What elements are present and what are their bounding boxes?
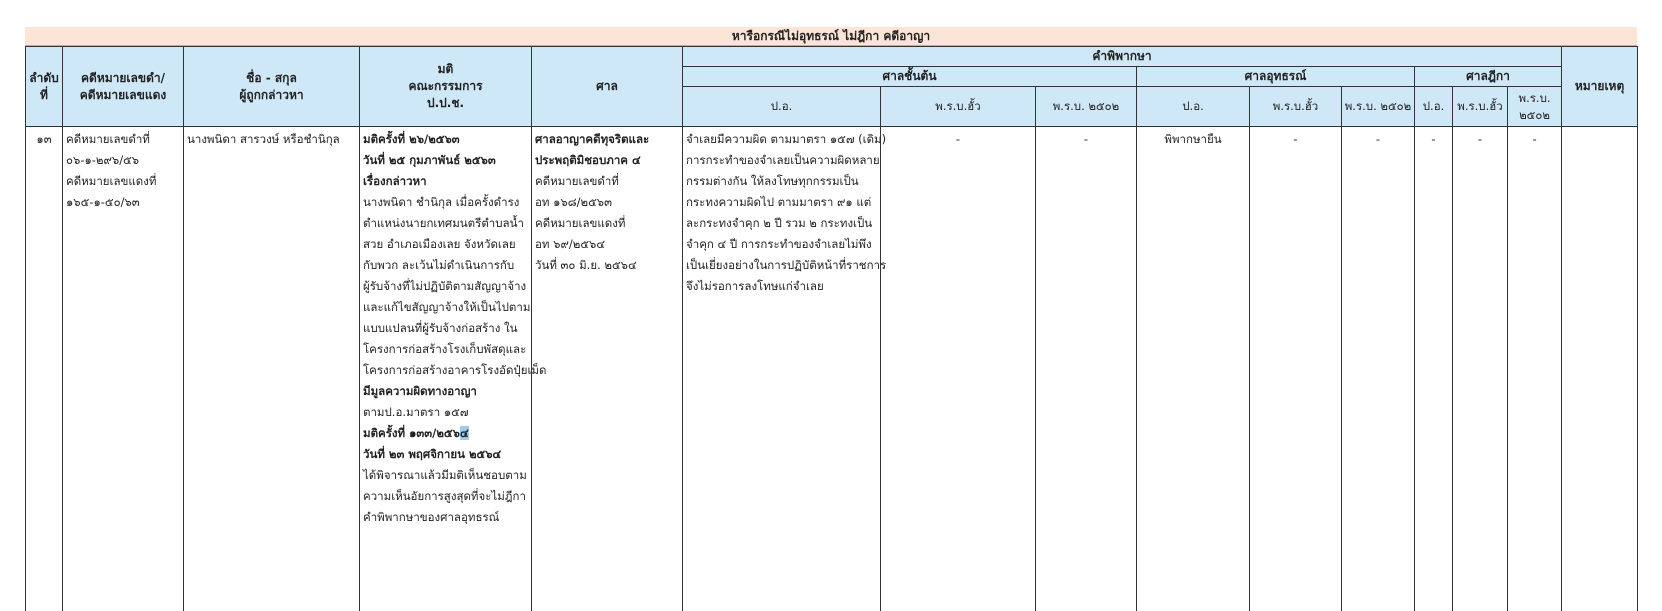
header-name: ชื่อ - สกุล ผู้ถูกกล่าวหา [184,47,360,127]
cell-supreme-prb-2502[interactable]: - [1508,127,1562,611]
cell-first-po[interactable]: จำเลยมีความผิด ตามมาตรา ๑๕๗ (เดิม) การกระทำของจำเลยเป็นความผิดหลาย กรรมต่างกัน ให้ลงโทษทุกกรรมเป็น กระทงความผิดไป ตามมาตรา ๙๑ แต่ ละกระทงจำคุก ๒ ปี รวม ๒ กระทงเป็น จำคุก ๔ ปี การกระทำของจำเลยไม่พึง เป็นเยี่ยงอย่างในการปฏิบัติหน้าที่ราชการ จึงไม่รอการลงโทษแก่จำเลย [683,127,881,611]
table-row [26,127,1638,611]
cases-table [25,46,1638,611]
cell-first-prb-sub[interactable]: - [881,127,1036,611]
cell-supreme-po[interactable]: - [1415,127,1453,611]
cell-appeal-po[interactable]: พิพากษายืน [1137,127,1250,611]
header-supreme-prb-2502: พ.ร.บ. ๒๕๐๒ [1508,87,1562,127]
header-resolution: มติ คณะกรรมการ ป.ป.ช. [360,47,532,127]
header-appeal-prb-2502: พ.ร.บ. ๒๕๐๒ [1342,87,1415,127]
cell-supreme-prb-sub[interactable]: - [1453,127,1508,611]
cell-appeal-prb-sub[interactable]: - [1250,127,1342,611]
header-court-appeal: ศาลอุทธรณ์ [1137,67,1415,87]
header-first-po: ป.อ. [683,87,881,127]
header-case-no: คดีหมายเลขดำ/ คดีหมายเลขแดง [63,47,184,127]
header-first-prb-sub: พ.ร.บ.ฮั้ว [881,87,1036,127]
text-selection-highlight: ๔ [460,426,469,440]
header-appeal-prb-sub: พ.ร.บ.ฮั้ว [1250,87,1342,127]
header-court: ศาล [532,47,683,127]
cell-no[interactable]: ๑๓ [26,127,63,611]
cell-appeal-prb-2502[interactable]: - [1342,127,1415,611]
cell-case-no[interactable]: คดีหมายเลขดำที่ ๐๖-๑-๒๙๖/๕๖ คดีหมายเลขแดงที่ ๑๖๕-๑-๕๐/๖๓ [63,127,184,611]
header-remark: หมายเหตุ [1562,47,1638,127]
header-court-supreme: ศาลฎีกา [1415,67,1562,87]
header-supreme-prb-sub: พ.ร.บ.ฮั้ว [1453,87,1508,127]
cell-court[interactable]: ศาลอาญาคดีทุจริตและ ประพฤติมิชอบภาค ๔ คดีหมายเลขดำที่ อท ๑๖๘/๒๕๖๓ คดีหมายเลขแดงที่ อท ๖๙/๒๕๖๔ วันที่ ๓๐ มิ.ย. ๒๕๖๔ [532,127,683,611]
header-appeal-po: ป.อ. [1137,87,1250,127]
sheet-title: หารือกรณีไม่อุทธรณ์ ไม่ฎีกา คดีอาญา [25,27,1637,46]
spreadsheet [25,27,1637,611]
header-court-first: ศาลชั้นต้น [683,67,1137,87]
cell-first-prb-2502[interactable]: - [1036,127,1137,611]
header-first-prb-2502: พ.ร.บ. ๒๕๐๒ [1036,87,1137,127]
cell-name[interactable]: นางพนิดา สารวงษ์ หรือชำนิกุล [184,127,360,611]
cell-remark[interactable] [1562,127,1638,611]
header-judgment: คำพิพากษา [683,47,1562,67]
header-supreme-po: ป.อ. [1415,87,1453,127]
cell-resolution[interactable]: มติครั้งที่ ๒๖/๒๕๖๓ วันที่ ๒๕ กุมภาพันธ์ ๒๕๖๓ เรื่องกล่าวหา นางพนิดา ชำนิกุล เมื่อครั้งดำรง ตำแหน่งนายกเทศมนตรีตำบลน้ำ สวย อำเภอเมืองเลย จังหวัดเลย กับพวก ละเว้นไม่ดำเนินการกับ ผู้รับจ้างที่ไม่ปฏิบัติตามสัญญาจ้าง และแก้ไขสัญญาจ้างให้เป็นไปตาม แบบแปลนที่ผู้รับจ้างก่อสร้าง ใน โครงการก่อสร้างโรงเก็บพัสดุและ โครงการก่อสร้างอาคารโรงอัดปุ๋ยเม็ด มีมูลความผิดทางอาญา ตามป.อ.มาตรา ๑๕๗ มติครั้งที่ ๑๓๓/๒๕๖๔ วันที่ ๒๓ พฤศจิกายน ๒๕๖๔ ได้พิจารณาแล้วมีมติเห็นชอบตาม ความเห็นอัยการสูงสุดที่จะไม่ฎีกา คำพิพากษาของศาลอุทธรณ์ [360,127,532,611]
header-no: ลำดับ ที่ [26,47,63,127]
